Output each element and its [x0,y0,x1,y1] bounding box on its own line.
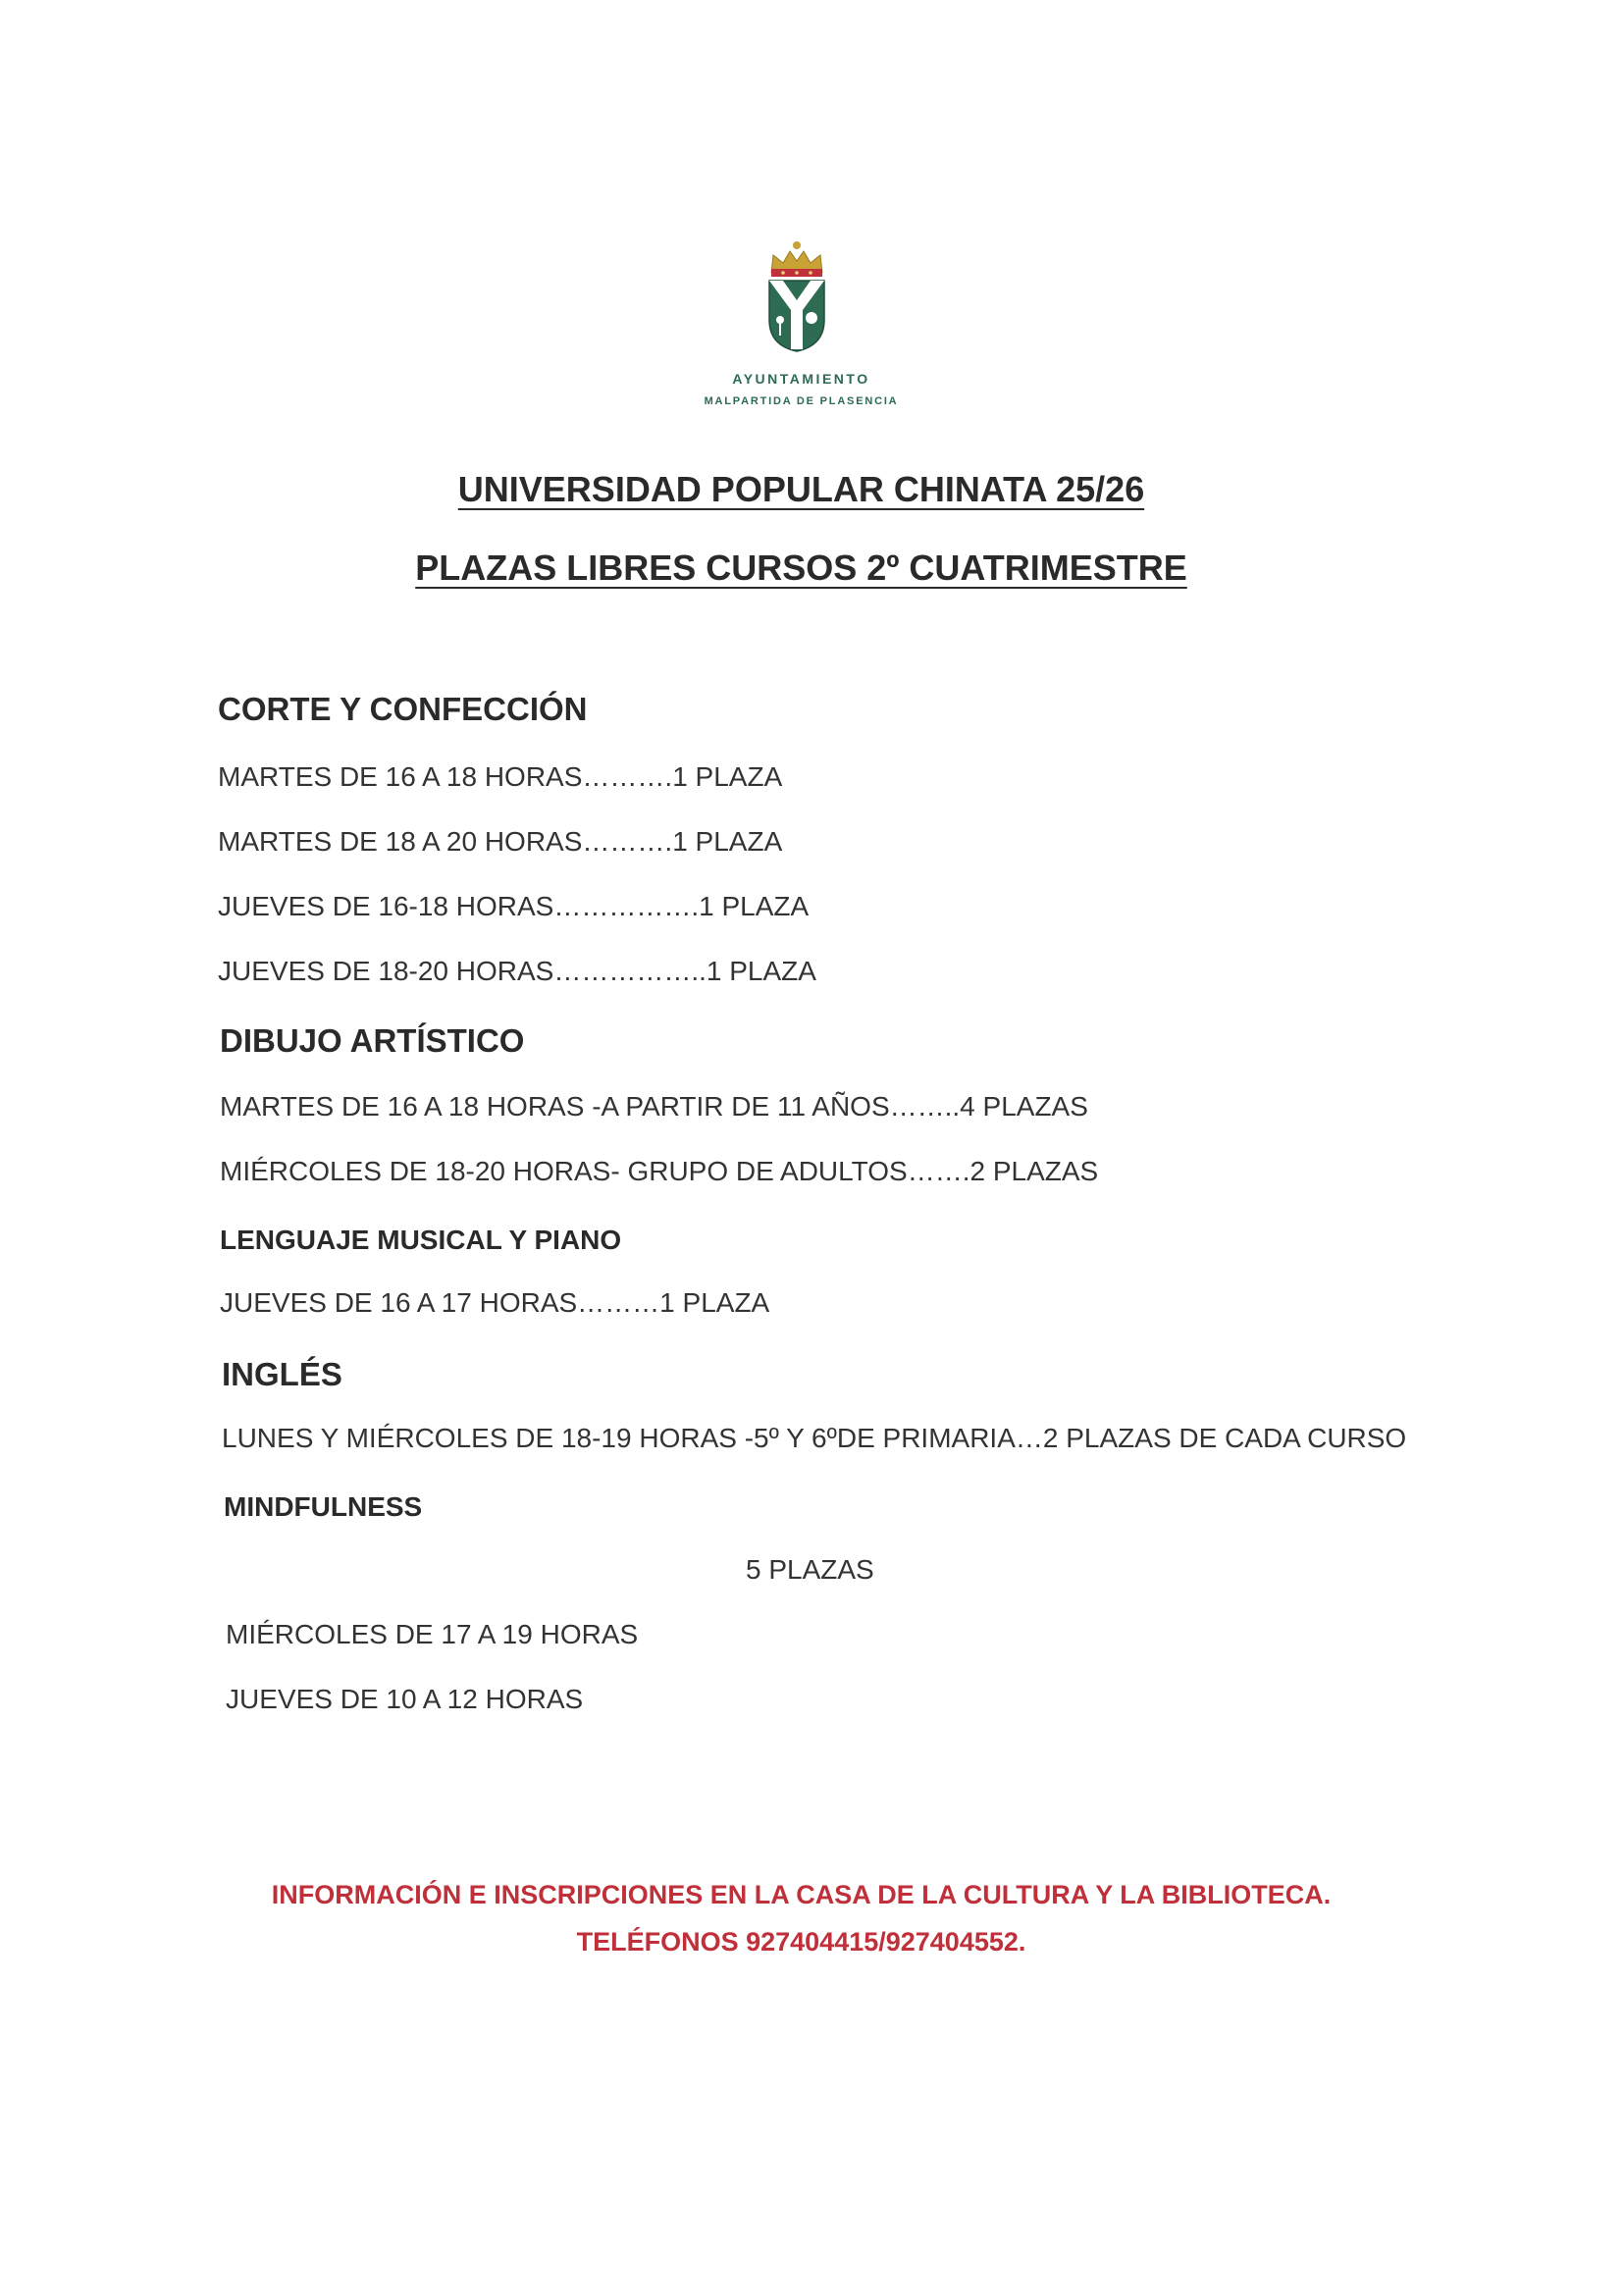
page-title: UNIVERSIDAD POPULAR CHINATA 25/26 [457,469,1145,509]
course-heading-corte: CORTE Y CONFECCIÓN [218,691,588,727]
page-subtitle: PLAZAS LIBRES CURSOS 2º CUATRIMESTRE [415,548,1187,588]
schedule-line: LUNES Y MIÉRCOLES DE 18-19 HORAS -5º Y 6ºDE PRIMARIA…2 PLAZAS DE CADA CURSO [222,1423,1407,1453]
phone-text: TELÉFONOS 927404415/927404552. [576,1927,1026,1957]
schedule-line: MARTES DE 18 A 20 HORAS……….1 PLAZA [218,826,783,857]
schedule-line: JUEVES DE 16 A 17 HORAS………1 PLAZA [220,1287,770,1318]
schedule-line: JUEVES DE 18-20 HORAS……………..1 PLAZA [218,956,816,986]
schedule-line: MARTES DE 16 A 18 HORAS……….1 PLAZA [218,761,783,792]
schedule-line: MIÉRCOLES DE 17 A 19 HORAS [226,1619,639,1649]
schedule-line: JUEVES DE 16-18 HORAS…………….1 PLAZA [218,891,810,921]
plazas-count: 5 PLAZAS [746,1554,874,1585]
schedule-line: MARTES DE 16 A 18 HORAS -A PARTIR DE 11 AÑOS……..4 PLAZAS [220,1091,1088,1122]
course-heading-musica: LENGUAJE MUSICAL Y PIANO [220,1225,622,1255]
course-heading-ingles: INGLÉS [222,1356,342,1392]
org-name: AYUNTAMIENTO [732,371,870,387]
course-heading-dibujo: DIBUJO ARTÍSTICO [220,1022,525,1059]
schedule-line: JUEVES DE 10 A 12 HORAS [226,1684,584,1714]
schedule-line: MIÉRCOLES DE 18-20 HORAS- GRUPO DE ADULTOS…….2 PLAZAS [220,1156,1099,1186]
course-heading-mindfulness: MINDFULNESS [224,1491,423,1522]
org-place: MALPARTIDA DE PLASENCIA [704,395,899,407]
info-text: INFORMACIÓN E INSCRIPCIONES EN LA CASA DE LA CULTURA Y LA BIBLIOTECA. [271,1880,1332,1909]
crest-logo [763,239,830,353]
